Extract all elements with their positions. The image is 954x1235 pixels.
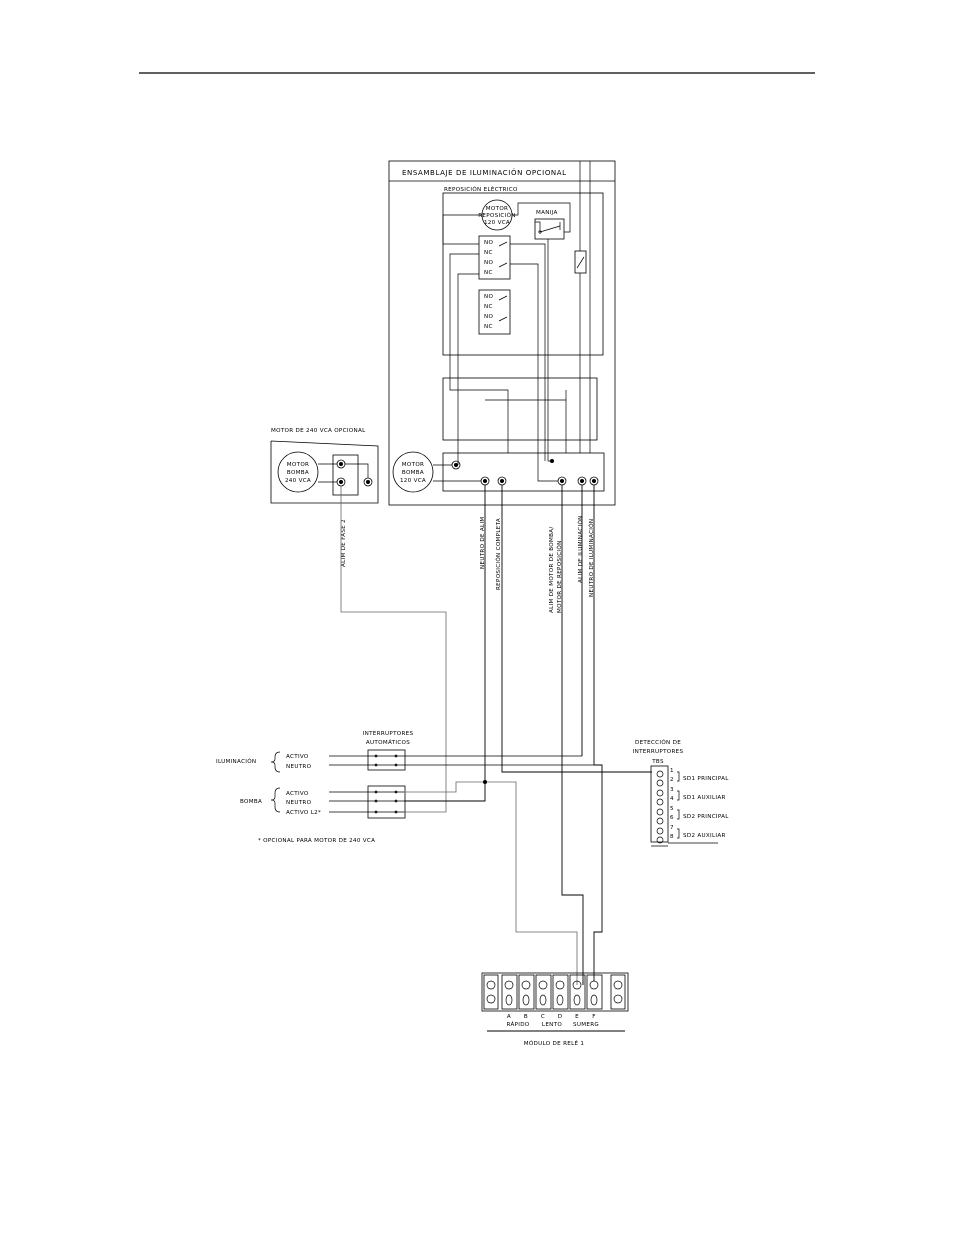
- svg-text:1: 1: [670, 768, 674, 774]
- svg-text:SUMERG: SUMERG: [572, 1022, 600, 1028]
- svg-text:SD2 AUXILIAR: SD2 AUXILIAR: [683, 833, 726, 839]
- svg-text:DETECCIÓN DE: DETECCIÓN DE: [634, 740, 682, 746]
- svg-text:F: F: [592, 1014, 596, 1020]
- svg-text:ACTIVO: ACTIVO: [286, 754, 309, 760]
- optional-lighting-assembly: [389, 161, 615, 505]
- lighting-breaker: [368, 750, 405, 770]
- svg-text:MOTOR: MOTOR: [401, 462, 425, 468]
- wire-label-light-neutral: NEUTRO DE ILUMINACIÓN: [589, 518, 595, 597]
- svg-text:3: 3: [670, 787, 674, 793]
- svg-text:7: 7: [670, 825, 674, 831]
- svg-text:4: 4: [670, 796, 674, 802]
- svg-text:NO: NO: [484, 260, 494, 266]
- svg-text:NC: NC: [484, 250, 493, 256]
- optional-note: * OPCIONAL PARA MOTOR DE 240 VCA: [258, 838, 376, 844]
- svg-text:BOMBA: BOMBA: [401, 470, 425, 476]
- svg-text:8: 8: [670, 834, 674, 840]
- svg-text:TBS: TBS: [652, 759, 664, 765]
- relay-module-title: MÓDULO DE RELÉ 1: [523, 1041, 585, 1047]
- svg-text:MOTOR: MOTOR: [485, 206, 509, 212]
- svg-text:ACTIVO L2*: ACTIVO L2*: [286, 810, 322, 816]
- svg-text:INTERRUPTORES: INTERRUPTORES: [632, 749, 684, 755]
- wire-label-full-reset: REPOSICIÓN COMPLETA: [496, 518, 502, 590]
- wire-label-pump-feed-2: MOTOR DE REPOSICIÓN: [557, 540, 563, 613]
- svg-text:AUTOMÁTICOS: AUTOMÁTICOS: [365, 740, 411, 746]
- svg-text:NEUTRO: NEUTRO: [286, 800, 312, 806]
- svg-text:B: B: [523, 1014, 529, 1020]
- svg-text:NO: NO: [484, 240, 494, 246]
- svg-text:LENTO: LENTO: [541, 1022, 563, 1028]
- svg-text:RÁPIDO: RÁPIDO: [506, 1022, 530, 1028]
- lighting-label: ILUMINACIÓN: [216, 759, 257, 765]
- svg-text:C: C: [540, 1014, 546, 1020]
- svg-text:D: D: [557, 1014, 563, 1020]
- svg-text:SD1 PRINCIPAL: SD1 PRINCIPAL: [683, 776, 729, 782]
- svg-text:INTERRUPTORES: INTERRUPTORES: [362, 731, 414, 737]
- pump-breaker: [368, 786, 405, 818]
- svg-text:6: 6: [670, 815, 674, 821]
- detection-tbs: [633, 739, 730, 846]
- electric-reset-label: REPOSICIÓN ELÉCTRICO: [444, 187, 518, 193]
- wire-label-phase2: ALIM DE FASE 2: [341, 519, 347, 567]
- assembly-title: ENSAMBLAJE DE ILUMINACIÓN OPCIONAL: [402, 169, 567, 177]
- tbs-terminal-block: [651, 766, 668, 842]
- svg-text:SD1 AUXILIAR: SD1 AUXILIAR: [683, 795, 726, 801]
- svg-text:SD2 PRINCIPAL: SD2 PRINCIPAL: [683, 814, 729, 820]
- svg-text:NO: NO: [484, 314, 494, 320]
- svg-text:ACTIVO: ACTIVO: [286, 791, 309, 797]
- breakers-section: [216, 731, 594, 985]
- junction-box: [443, 378, 597, 440]
- svg-text:5: 5: [670, 806, 674, 812]
- svg-text:2: 2: [670, 777, 674, 783]
- svg-text:NC: NC: [484, 304, 493, 310]
- handle-label: MANIJA: [536, 210, 558, 216]
- wire-labels: [341, 515, 595, 613]
- svg-text:NC: NC: [484, 270, 493, 276]
- svg-text:REPOSICIÓN: REPOSICIÓN: [478, 213, 516, 219]
- svg-text:MOTOR: MOTOR: [286, 462, 310, 468]
- svg-text:120 VCA: 120 VCA: [399, 478, 427, 484]
- wire-label-light-feed: ALIM DE ILUMINACIÓN: [578, 515, 584, 583]
- svg-text:NC: NC: [484, 324, 493, 330]
- pump-label: BOMBA: [240, 799, 263, 805]
- svg-text:NO: NO: [484, 294, 494, 300]
- optional-240-title: MOTOR DE 240 VCA OPCIONAL: [271, 428, 366, 434]
- wire-label-neutral-feed: NEUTRO DE ALIM: [480, 516, 486, 569]
- svg-text:BOMBA: BOMBA: [286, 470, 310, 476]
- optional-240-motor: [271, 428, 378, 503]
- relay-module: [482, 765, 628, 1047]
- assembly-terminal-block: [443, 453, 604, 491]
- svg-text:120 VCA: 120 VCA: [483, 220, 511, 226]
- svg-text:E: E: [575, 1014, 579, 1020]
- svg-text:NEUTRO: NEUTRO: [286, 764, 312, 770]
- svg-text:A: A: [506, 1014, 512, 1020]
- svg-text:240 VCA: 240 VCA: [284, 478, 312, 484]
- wire-label-pump-feed-1: ALIM DE MOTOR DE BOMBA/: [549, 526, 555, 613]
